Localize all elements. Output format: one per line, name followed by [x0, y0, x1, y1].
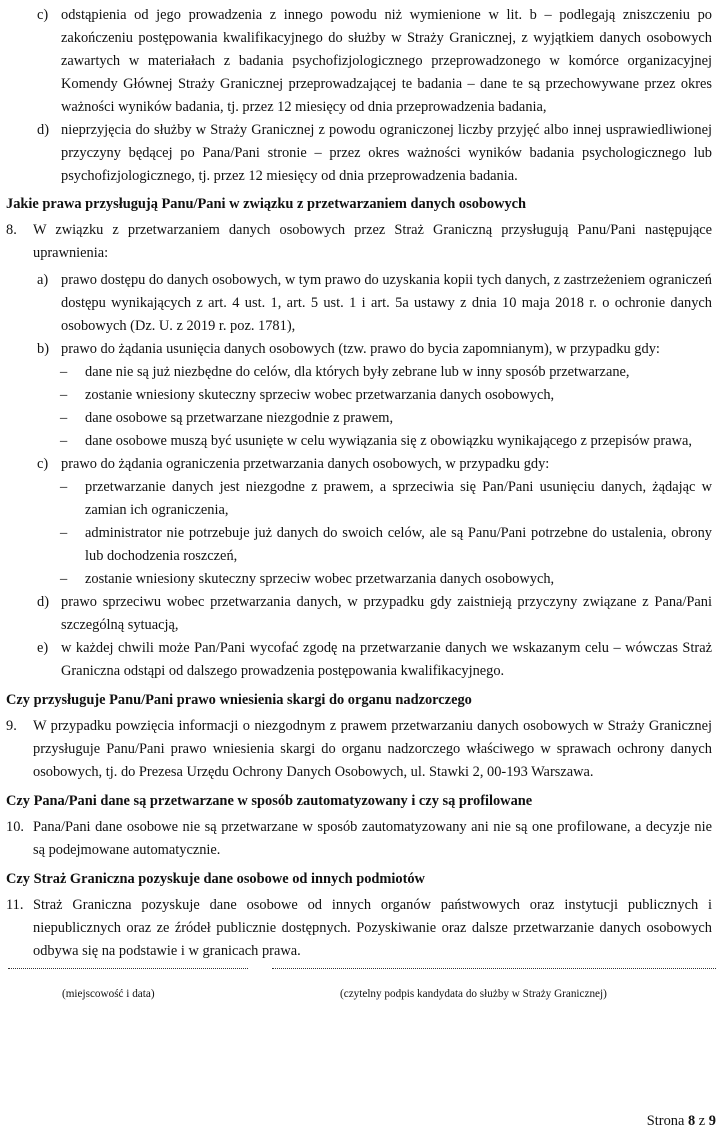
list-letter: e) — [37, 640, 49, 656]
item-number: 11. — [6, 897, 24, 913]
list-item-text: odstąpienia od jego prowadzenia z innego powodu niż wymienione w lit. b – podlegają zniszczeniu po zakończeniu postępowania kwalifikacyjnego do służby w Straży Granicznej, z wyjątkiem danych osobowych zawartych w materiałach z badania psychofizjologicznego przeprowadzonego w komórce organizacyjnej Komendy Głównej Straży Granicznej przeprowadzającej te badania – dane te są przechowywane przez okres ważności wyników badania, tj. przez 12 miesięcy od dnia przeprowadzenia badania, — [61, 7, 712, 115]
page-label: Strona — [646, 1113, 685, 1129]
list-item — [0, 119, 716, 188]
section-heading: Czy Straż Graniczna pozyskuje dane osobowe od innych podmiotów — [6, 871, 425, 887]
signature-caption: (czytelny podpis kandydata do służby w Straży Granicznej) — [340, 988, 607, 1000]
page-separator: z — [698, 1113, 706, 1129]
dash-bullet: – — [60, 525, 68, 541]
item-text: W związku z przetwarzaniem danych osobowych przez Straż Graniczną przysługują Panu/Pani następujące uprawnienia: — [33, 222, 712, 261]
item-text: W przypadku powzięcia informacji o niezgodnym z prawem przetwarzaniu danych osobowych w Straży Granicznej przysługuje Panu/Pani prawo wniesienia skargi do organu nadzorczego właściwego w sprawach ochrony danych osobowych, tj. do Prezesa Urzędu Ochrony Danych Osobowych, ul. Stawki 2, 00-193 Warszawa. — [33, 718, 712, 780]
sub-item-text: dane osobowe są przetwarzane niezgodnie z prawem, — [85, 410, 394, 426]
list-item-text: prawo dostępu do danych osobowych, w tym prawo do uzyskania kopii tych danych, z zastrzeżeniem ograniczeń dostępu wynikających z art. 4 ust. 1, art. 5 ust. 1 i art. 5a ustawy z dnia 10 maja 2018 r. o ochronie danych osobowych (Dz. U. z 2019 r. poz. 1781), — [61, 272, 712, 334]
section-heading: Jakie prawa przysługują Panu/Pani w związku z przetwarzaniem danych osobowych — [6, 196, 527, 212]
signature-line — [272, 968, 716, 969]
list-item-text: prawo do żądania usunięcia danych osobowych (tzw. prawo do bycia zapomnianym), w przypadku gdy: — [61, 341, 660, 357]
list-item — [0, 338, 716, 361]
place-date-line — [8, 968, 248, 969]
current-page: 8 — [687, 1113, 696, 1129]
sub-item-text: dane osobowe muszą być usunięte w celu wywiązania się z obowiązku wynikającego z przepisów prawa, — [85, 433, 692, 449]
dash-bullet: – — [60, 364, 68, 380]
list-item-text: prawo do żądania ograniczenia przetwarzania danych osobowych, w przypadku gdy: — [61, 456, 550, 472]
item-number: 8. — [6, 222, 17, 238]
list-letter: d) — [37, 122, 49, 138]
section-heading: Czy Pana/Pani dane są przetwarzane w sposób zautomatyzowany i czy są profilowane — [6, 793, 533, 809]
list-letter: c) — [37, 7, 49, 23]
list-letter: a) — [37, 272, 49, 288]
list-letter: c) — [37, 456, 49, 472]
list-item — [0, 269, 716, 338]
dash-bullet: – — [60, 571, 68, 587]
dash-bullet: – — [60, 387, 68, 403]
section-heading: Czy przysługuje Panu/Pani prawo wniesienia skargi do organu nadzorczego — [6, 692, 472, 708]
dash-bullet: – — [60, 410, 68, 426]
list-item-text: prawo sprzeciwu wobec przetwarzania danych, w przypadku gdy zaistnieją przyczyny związane z Pana/Pani szczególną sytuacją, — [61, 594, 712, 633]
sub-list-item — [0, 522, 716, 568]
sub-list-item — [0, 384, 716, 407]
dash-bullet: – — [60, 433, 68, 449]
page-number — [647, 1113, 716, 1130]
list-letter: b) — [37, 341, 49, 357]
place-date-caption: (miejscowość i data) — [62, 988, 155, 1000]
numbered-item — [0, 816, 716, 862]
sub-list-item — [0, 476, 716, 522]
sub-list-item — [0, 361, 716, 384]
item-number: 10. — [6, 819, 24, 835]
total-pages: 9 — [708, 1113, 716, 1129]
sub-list-item — [0, 430, 716, 453]
numbered-item — [0, 219, 716, 265]
item-number: 9. — [6, 718, 17, 734]
list-letter: d) — [37, 594, 49, 610]
item-text: Pana/Pani dane osobowe nie są przetwarzane w sposób zautomatyzowany ani nie są one profilowane, a decyzje nie są podejmowane automatycznie. — [33, 819, 712, 858]
sub-item-text: zostanie wniesiony skuteczny sprzeciw wobec przetwarzania danych osobowych, — [85, 387, 555, 403]
list-item — [0, 4, 716, 119]
sub-list-item — [0, 407, 716, 430]
list-item — [0, 637, 716, 683]
list-item-text: nieprzyjęcia do służby w Straży Granicznej z powodu ograniczonej liczby przyjęć albo innej usprawiedliwionej przyczyny będącej po Pana/Pani stronie – przez okres ważności wyników badania psychologicznego lub psychofizjologicznego, tj. przez 12 miesięcy od dnia przeprowadzenia badania. — [61, 122, 712, 184]
list-item — [0, 591, 716, 637]
dash-bullet: – — [60, 479, 68, 495]
sub-item-text: dane nie są już niezbędne do celów, dla których były zebrane lub w inny sposób przetwarzane, — [85, 364, 630, 380]
sub-item-text: przetwarzanie danych jest niezgodne z prawem, a sprzeciwia się Pan/Pani usunięciu danych, żądając w zamian ich ograniczenia, — [85, 479, 712, 518]
sub-item-text: administrator nie potrzebuje już danych do swoich celów, ale są Panu/Pani potrzebne do ustalenia, obrony lub dochodzenia roszczeń, — [85, 525, 712, 564]
numbered-item — [0, 894, 716, 963]
sub-item-text: zostanie wniesiony skuteczny sprzeciw wobec przetwarzania danych osobowych, — [85, 571, 555, 587]
list-item-text: w każdej chwili może Pan/Pani wycofać zgodę na przetwarzanie danych we wskazanym celu – wówczas Straż Graniczna odstąpi od dalszego prowadzenia postępowania kwalifikacyjnego. — [61, 640, 712, 679]
numbered-item — [0, 715, 716, 784]
list-item — [0, 453, 716, 476]
main-content — [0, 4, 716, 963]
sub-list-item — [0, 568, 716, 591]
item-text: Straż Graniczna pozyskuje dane osobowe od innych organów państwowych oraz instytucji publicznych i niepublicznych oraz ze źródeł publicznie dostępnych. Pozyskiwanie oraz dalsze przetwarzanie danych osobowych odbywa się na podstawie i w granicach prawa. — [33, 897, 712, 959]
